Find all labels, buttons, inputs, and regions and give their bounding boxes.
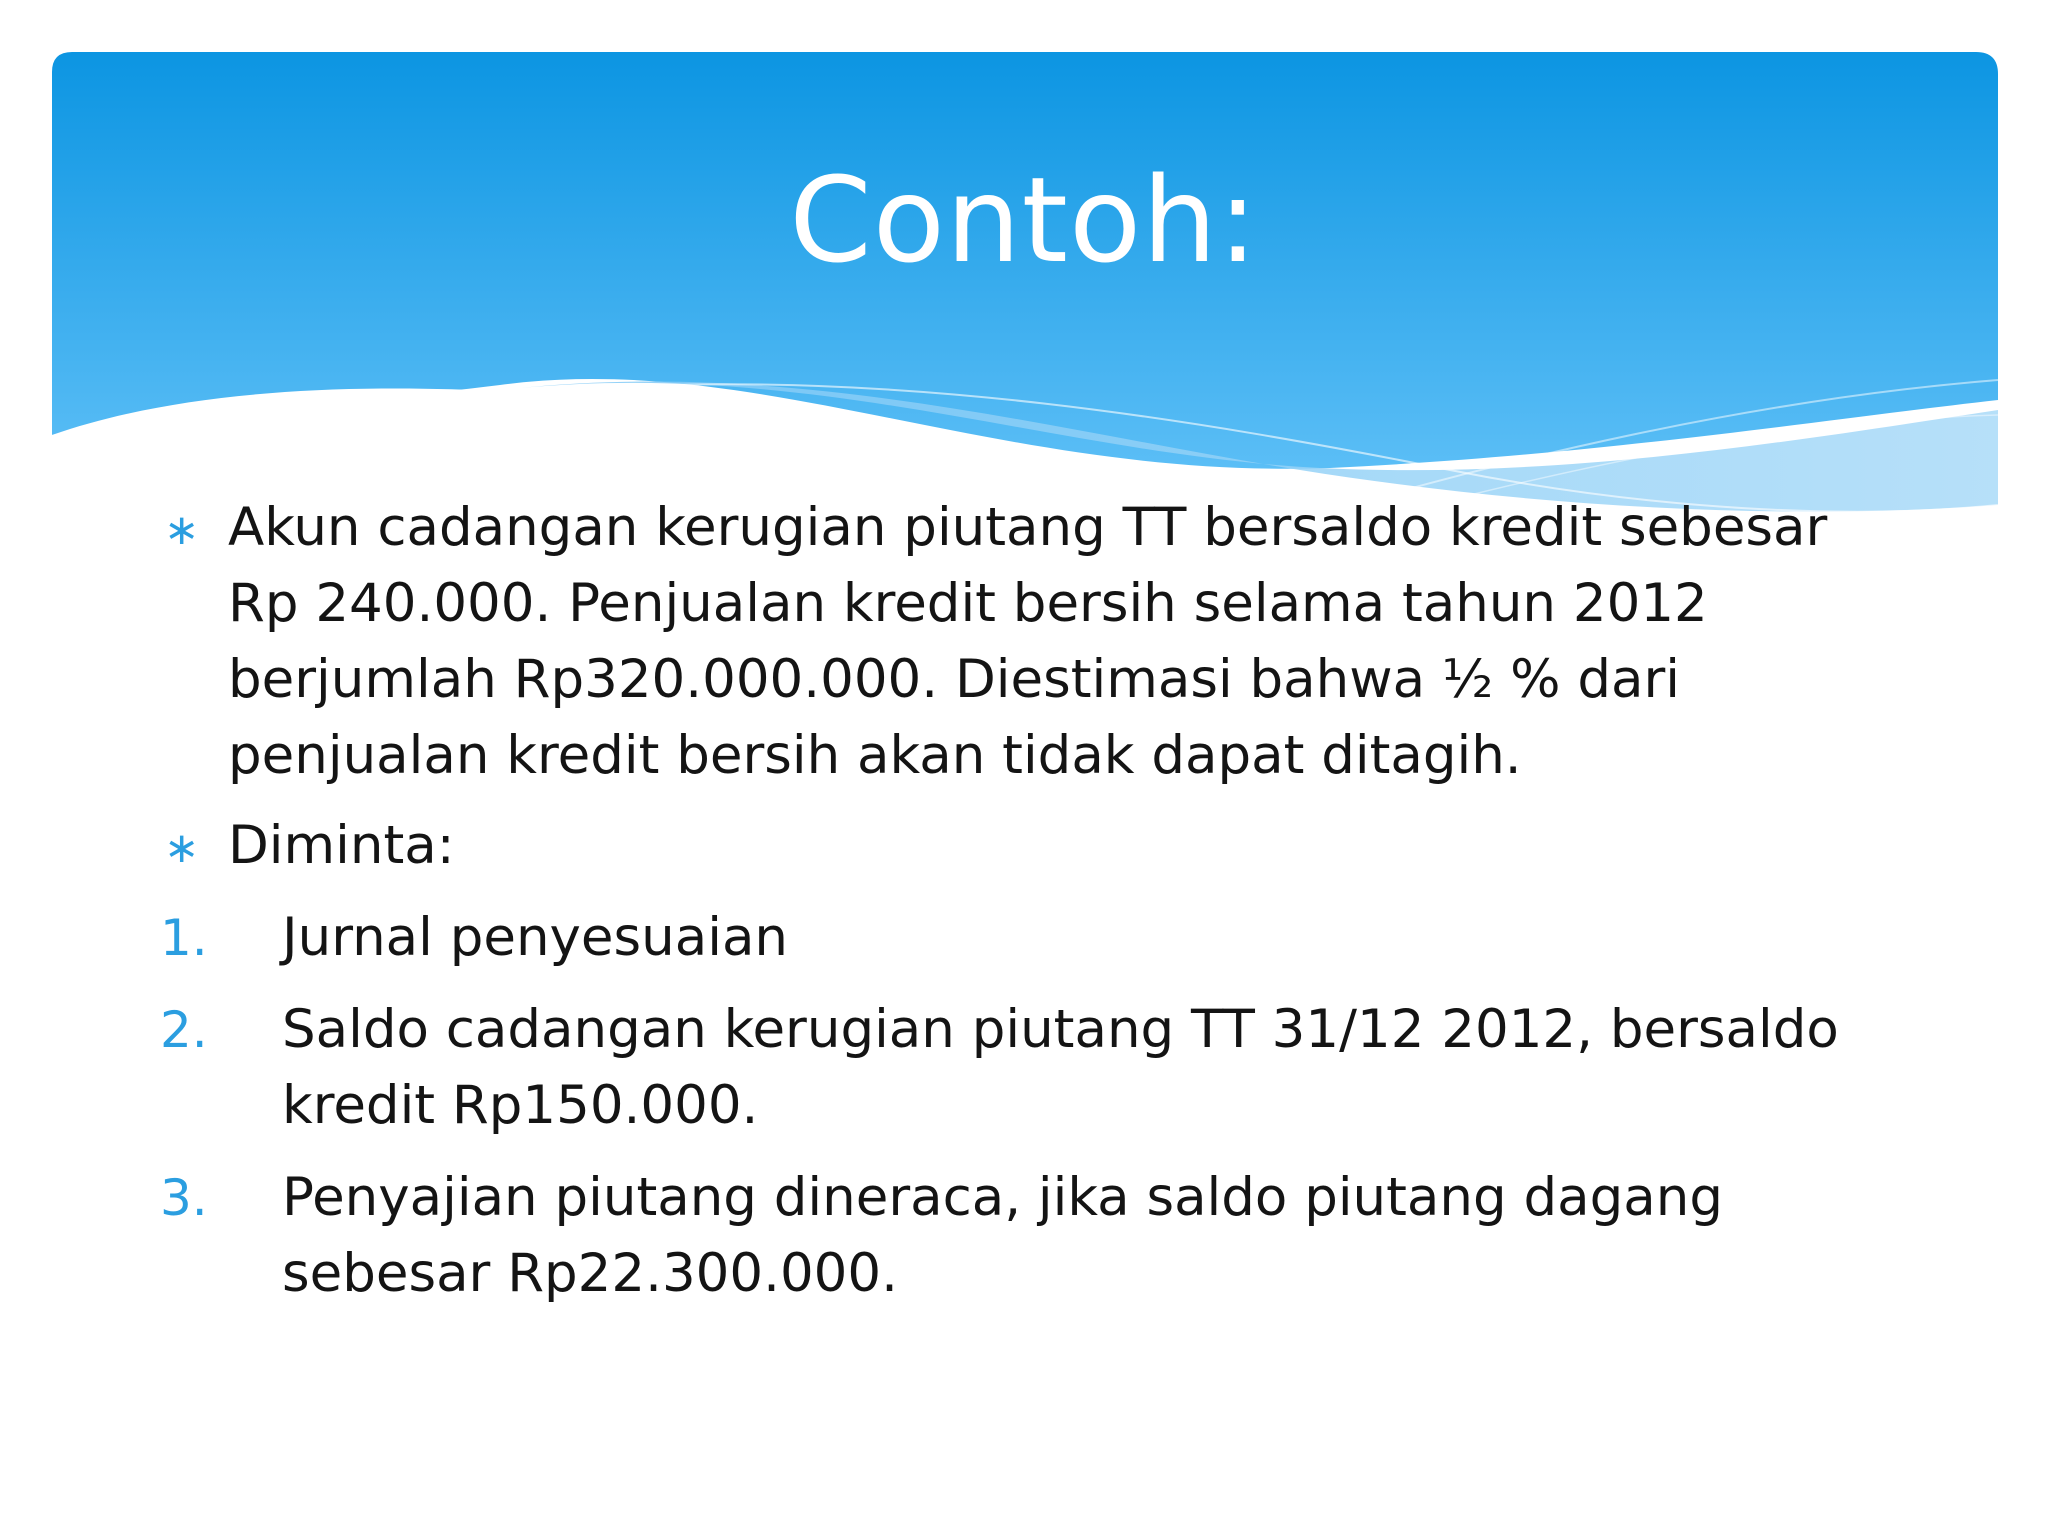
numbered-line: kredit Rp150.000. <box>282 1075 759 1136</box>
bullet-line: berjumlah Rp320.000.000. Diestimasi bahwa ½ % dari <box>228 649 1680 710</box>
list-number: 3. <box>160 1169 208 1227</box>
bullet-line: Akun cadangan kerugian piutang TT bersaldo kredit sebesar <box>228 497 1828 558</box>
numbered-item <box>160 992 1880 1144</box>
numbered-item <box>160 1160 1880 1312</box>
asterisk-bullet-icon: ∗ <box>164 505 200 554</box>
numbered-item <box>160 900 1880 976</box>
bullet-line: Rp 240.000. Penjualan kredit bersih selama tahun 2012 <box>228 573 1708 634</box>
asterisk-bullet-icon: ∗ <box>164 823 200 872</box>
slide-title: Contoh: <box>789 151 1259 289</box>
numbered-line: Penyajian piutang dineraca, jika saldo piutang dagang <box>282 1167 1723 1228</box>
numbered-line: Saldo cadangan kerugian piutang TT 31/12 2012, bersaldo <box>282 999 1839 1060</box>
numbered-line: Jurnal penyesuaian <box>282 907 789 968</box>
list-number: 1. <box>160 909 208 967</box>
bullet-line: Diminta: <box>228 815 455 876</box>
bullet-line: penjualan kredit bersih akan tidak dapat ditagih. <box>228 725 1522 786</box>
list-number: 2. <box>160 1001 208 1059</box>
bullet-item <box>160 490 1880 794</box>
bullet-item <box>160 808 1880 884</box>
numbered-line: sebesar Rp22.300.000. <box>282 1243 898 1304</box>
slide-content <box>160 490 1880 1312</box>
